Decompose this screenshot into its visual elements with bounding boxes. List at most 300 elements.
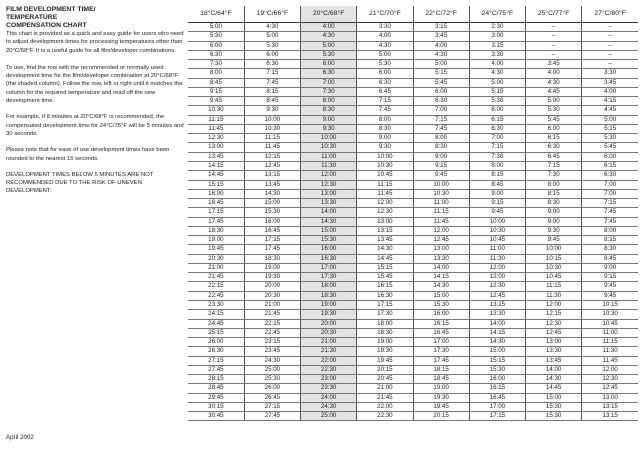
time-cell: 6:15 [526,134,582,143]
time-cell: 14:00 [301,208,357,217]
time-cell: 19:45 [357,356,413,365]
time-cell: 16:30 [301,254,357,263]
time-cell: 9:30 [244,106,300,115]
time-cell: 15:30 [526,412,582,421]
time-cell: 5:30 [244,41,300,50]
time-cell: 19:30 [301,310,357,319]
time-cell: 13:00 [526,338,582,347]
time-cell: 8:30 [301,106,357,115]
time-cell: 17:00 [469,402,525,411]
compensation-table [188,6,638,421]
time-cell: 14:15 [469,328,525,337]
time-cell: 9:00 [526,217,582,226]
time-cell: 10:30 [357,161,413,170]
time-cell: 23:00 [301,375,357,384]
time-cell: 14:00 [413,263,469,272]
time-cell: 8:30 [526,199,582,208]
time-cell: 10:30 [413,189,469,198]
table-body [188,23,638,421]
time-cell: 18:30 [244,254,300,263]
time-cell: 6:30 [244,60,300,69]
table-row [188,254,638,263]
time-cell: 24:00 [301,393,357,402]
time-cell: 24:15 [188,310,244,319]
time-cell: 9:45 [582,291,638,300]
time-cell: 12:00 [413,226,469,235]
time-cell: 23:15 [244,338,300,347]
time-cell: 16:45 [188,199,244,208]
time-cell: 5:00 [244,32,300,41]
time-cell: 21:00 [357,384,413,393]
time-cell: 19:30 [413,393,469,402]
time-cell: 13:15 [469,300,525,309]
time-cell: 10:30 [188,106,244,115]
time-cell: 4:30 [244,23,300,32]
time-cell: 11:30 [526,291,582,300]
time-cell: 15:15 [188,180,244,189]
time-cell: 12:45 [469,291,525,300]
time-cell: 26:45 [244,393,300,402]
time-cell: 10:30 [301,143,357,152]
table-row [188,41,638,50]
example-paragraph: For example, if 8 minutes at 20°C/68°F is recommended, the compensated development time for 24°C/75°F will be 5 minutes and 30 seconds. [6,114,184,137]
time-cell: 24:30 [301,402,357,411]
time-cell: 17:15 [469,412,525,421]
chart-title [6,6,187,30]
table-row [188,87,638,96]
time-cell: 4:30 [526,78,582,87]
instructions-panel [6,6,187,442]
time-cell: 6:00 [582,152,638,161]
time-cell: 27:45 [188,365,244,374]
time-cell: 16:45 [413,328,469,337]
time-cell: 11:00 [582,328,638,337]
time-cell: 17:15 [244,236,300,245]
time-cell: 18:00 [357,319,413,328]
time-cell: 18:30 [188,226,244,235]
time-cell: 3:45 [526,60,582,69]
time-cell: 15:00 [469,347,525,356]
time-cell: – [526,50,582,59]
time-cell: 4:15 [582,97,638,106]
time-cell: 13:45 [526,356,582,365]
table-row [188,375,638,384]
time-cell: 22:15 [244,319,300,328]
time-cell: 10:30 [469,226,525,235]
time-cell: 25:00 [244,365,300,374]
temperature-header: 21°C/70°F [357,6,413,23]
time-cell: – [582,50,638,59]
time-cell: 22:30 [357,412,413,421]
time-cell: 7:45 [582,217,638,226]
time-cell: 7:15 [244,69,300,78]
time-cell: 17:45 [413,356,469,365]
time-cell: 9:15 [188,87,244,96]
time-cell: 9:30 [526,226,582,235]
time-cell: 14:00 [526,365,582,374]
time-cell: 16:00 [244,217,300,226]
time-cell: 10:00 [469,217,525,226]
time-cell: 13:00 [582,393,638,402]
time-cell: 5:00 [582,115,638,124]
time-cell: 18:45 [413,375,469,384]
temperature-header: 20°C/68°F [301,6,357,23]
time-cell: 5:45 [413,78,469,87]
time-cell: 13:30 [413,254,469,263]
table-row [188,365,638,374]
temperature-header: 25°C/77°F [526,6,582,23]
time-cell: 17:15 [188,208,244,217]
time-cell: 9:45 [469,208,525,217]
title-line: TEMPERATURE [6,14,58,21]
time-cell: 22:15 [188,282,244,291]
time-cell: 4:00 [469,60,525,69]
temperature-header: 19°C/66°F [244,6,300,23]
time-cell: 10:00 [244,115,300,124]
table-row [188,152,638,161]
time-cell: 15:30 [301,236,357,245]
time-cell: 4:00 [526,69,582,78]
time-cell: 5:30 [526,106,582,115]
time-cell: 6:00 [244,50,300,59]
time-cell: 12:00 [582,365,638,374]
time-cell: 13:15 [357,226,413,235]
time-cell: 23:30 [188,300,244,309]
table-row [188,300,638,309]
time-cell: 5:30 [582,134,638,143]
time-cell: 21:30 [301,347,357,356]
time-cell: 8:00 [188,69,244,78]
time-cell: 22:45 [188,291,244,300]
time-cell: 12:00 [469,263,525,272]
time-cell: 23:45 [244,347,300,356]
time-cell: 11:00 [301,152,357,161]
time-cell: 23:30 [301,384,357,393]
time-cell: 30:15 [188,402,244,411]
time-cell: 5:15 [469,87,525,96]
time-cell: 6:00 [469,106,525,115]
time-cell: 24:30 [244,356,300,365]
time-cell: 15:30 [469,365,525,374]
time-cell: 9:00 [469,189,525,198]
time-cell: 6:30 [301,69,357,78]
time-cell: 8:00 [582,226,638,235]
table-row [188,402,638,411]
title-line: FILM DEVELOPMENT TIME/ [6,6,96,13]
time-cell: 10:00 [357,152,413,161]
time-cell: – [582,60,638,69]
time-cell: 12:00 [469,273,525,282]
time-cell: 7:00 [469,134,525,143]
time-cell: 18:00 [301,282,357,291]
time-cell: 19:00 [244,263,300,272]
date-label: April 2002 [6,434,34,441]
time-cell: 11:00 [413,199,469,208]
time-cell: 4:00 [301,23,357,32]
table-row [188,356,638,365]
time-cell: 7:30 [526,171,582,180]
time-cell: 7:00 [413,106,469,115]
time-cell: 11:15 [413,208,469,217]
time-cell: 7:15 [357,97,413,106]
time-cell: 5:45 [526,115,582,124]
time-cell: 9:00 [526,208,582,217]
time-cell: 17:45 [188,217,244,226]
time-cell: 14:30 [301,217,357,226]
time-cell: 10:00 [413,180,469,189]
time-cell: 5:30 [188,32,244,41]
temperature-header: 18°C/64°F [188,6,244,23]
time-cell: 7:15 [469,143,525,152]
time-cell: 14:15 [188,161,244,170]
time-cell: 11:30 [301,161,357,170]
time-cell: 20:30 [188,254,244,263]
time-cell: 10:30 [526,263,582,272]
table-row [188,189,638,198]
time-cell: – [582,32,638,41]
time-cell: 6:00 [301,60,357,69]
time-cell: 4:00 [413,41,469,50]
time-cell: 3:45 [413,32,469,41]
time-cell: 10:15 [526,254,582,263]
time-cell: 10:15 [582,300,638,309]
table-row [188,32,638,41]
time-cell: 11:15 [582,338,638,347]
time-cell: 14:45 [526,384,582,393]
time-cell: 5:15 [413,69,469,78]
time-cell: 13:45 [188,152,244,161]
time-cell: 18:15 [413,365,469,374]
time-cell: 22:00 [357,402,413,411]
table-row [188,50,638,59]
time-cell: 17:00 [413,338,469,347]
intro-paragraph: This chart is provided as a quick and easy guide for users who need to adjust development times for processing temperatures other than 20°C/68°F. It is a useful guide for all film/developer combinations. [6,31,184,54]
time-cell: 9:00 [301,115,357,124]
time-cell: 15:30 [413,300,469,309]
time-cell: 3:15 [469,41,525,50]
table-row [188,393,638,402]
time-cell: 16:15 [357,282,413,291]
time-cell: 20:30 [301,328,357,337]
time-cell: 9:45 [582,282,638,291]
time-cell: 13:30 [301,199,357,208]
time-cell: 6:00 [413,87,469,96]
time-cell: 6:30 [469,124,525,133]
time-cell: 11:15 [357,180,413,189]
time-cell: 5:00 [526,97,582,106]
time-cell: 8:30 [413,143,469,152]
time-cell: 21:00 [244,300,300,309]
time-cell: 5:00 [413,60,469,69]
time-cell: – [526,32,582,41]
time-cell: 18:30 [301,291,357,300]
table-row [188,412,638,421]
time-cell: 12:15 [526,310,582,319]
time-cell: 6:30 [582,171,638,180]
time-cell: 5:00 [188,23,244,32]
time-cell: 13:15 [244,171,300,180]
time-cell: 4:30 [469,69,525,78]
time-cell: 12:30 [188,134,244,143]
time-cell: 5:30 [469,97,525,106]
time-cell: 12:45 [582,384,638,393]
time-cell: 3:30 [469,50,525,59]
time-cell: 4:00 [582,87,638,96]
time-cell: 7:15 [526,161,582,170]
table-row [188,78,638,87]
time-cell: 26:00 [244,384,300,393]
time-cell: 4:45 [526,87,582,96]
time-cell: 22:00 [301,356,357,365]
time-cell: 5:15 [582,124,638,133]
time-cell: 10:00 [526,245,582,254]
time-cell: 13:00 [188,143,244,152]
time-cell: 11:00 [469,245,525,254]
time-cell: 11:45 [582,356,638,365]
time-cell: 21:00 [188,263,244,272]
table-row [188,310,638,319]
time-cell: 14:45 [357,254,413,263]
time-cell: 5:00 [301,41,357,50]
time-cell: 12:30 [526,319,582,328]
time-cell: 27:15 [188,356,244,365]
time-cell: 20:15 [357,365,413,374]
time-cell: 5:00 [357,50,413,59]
time-cell: 7:00 [582,180,638,189]
time-cell: 6:45 [526,152,582,161]
time-cell: 17:30 [301,273,357,282]
time-cell: 17:00 [301,263,357,272]
time-cell: 16:00 [188,189,244,198]
time-cell: 8:45 [188,78,244,87]
table-row [188,226,638,235]
time-cell: 7:15 [413,115,469,124]
table-row [188,124,638,133]
table-row [188,384,638,393]
time-cell: 6:30 [526,143,582,152]
time-cell: 4:00 [357,32,413,41]
time-cell: 3:30 [582,69,638,78]
time-cell: 13:15 [582,412,638,421]
time-cell: 21:45 [188,273,244,282]
time-cell: 10:30 [244,124,300,133]
time-cell: 7:30 [188,60,244,69]
time-cell: 17:15 [357,300,413,309]
time-cell: 8:30 [582,245,638,254]
time-cell: 19:00 [413,384,469,393]
temperature-header: 27°C/80°F [582,6,638,23]
time-cell: 6:00 [526,124,582,133]
time-cell: 14:30 [357,245,413,254]
temperature-header: 24°C/75°F [469,6,525,23]
time-cell: 16:15 [413,319,469,328]
time-cell: 10:30 [582,310,638,319]
time-cell: 4:30 [413,50,469,59]
time-cell: 10:45 [526,273,582,282]
time-cell: 7:15 [582,199,638,208]
time-cell: 16:30 [357,291,413,300]
table-row [188,161,638,170]
table-row [188,171,638,180]
time-cell: 14:00 [469,319,525,328]
time-cell: 4:45 [582,106,638,115]
time-cell: 24:45 [188,319,244,328]
time-cell: 9:15 [469,199,525,208]
time-cell: 17:45 [244,245,300,254]
time-cell: 14:30 [469,338,525,347]
time-cell: 19:00 [188,236,244,245]
table-row [188,106,638,115]
time-cell: 15:45 [357,273,413,282]
table-row [188,199,638,208]
time-cell: 17:30 [357,310,413,319]
time-cell: 14:30 [526,375,582,384]
table-row [188,347,638,356]
time-cell: 12:30 [469,282,525,291]
table-row [188,69,638,78]
time-cell: 10:45 [469,236,525,245]
table-row [188,236,638,245]
time-cell: 29:45 [188,393,244,402]
time-cell: 20:30 [244,291,300,300]
time-cell: 11:45 [188,124,244,133]
time-cell: 12:30 [582,375,638,384]
time-cell: 8:45 [469,180,525,189]
time-cell: 15:30 [526,402,582,411]
time-cell: 12:15 [244,152,300,161]
table-row [188,291,638,300]
time-cell: 11:45 [357,189,413,198]
time-cell: 28:15 [188,375,244,384]
time-cell: 8:45 [582,254,638,263]
time-cell: 6:30 [188,50,244,59]
time-cell: 13:15 [582,402,638,411]
time-cell: 12:00 [357,199,413,208]
time-cell: 2:30 [469,23,525,32]
time-cell: 6:30 [413,97,469,106]
time-cell: 9:30 [301,124,357,133]
table-row [188,134,638,143]
time-cell: 25:00 [301,412,357,421]
time-cell: 28:45 [188,384,244,393]
time-cell: 8:45 [244,97,300,106]
time-cell: 9:00 [413,152,469,161]
table-row [188,282,638,291]
header-row [188,6,638,23]
time-cell: 5:30 [357,60,413,69]
time-cell: 19:00 [357,338,413,347]
time-cell: 22:30 [301,365,357,374]
time-cell: – [526,23,582,32]
rounding-note: Please note that for ease of use development times have been rounded to the nearest 15 seconds. [6,147,170,162]
time-cell: 15:15 [357,263,413,272]
time-cell: 7:00 [582,189,638,198]
time-cell: 9:45 [526,236,582,245]
time-cell: – [582,23,638,32]
table-row [188,23,638,32]
time-cell: 12:00 [301,171,357,180]
time-cell: 16:45 [244,226,300,235]
time-cell: 12:45 [244,161,300,170]
table-row [188,319,638,328]
time-cell: 11:30 [582,347,638,356]
time-cell: 8:15 [244,87,300,96]
time-cell: 7:00 [301,78,357,87]
table-row [188,328,638,337]
time-cell: 9:00 [582,263,638,272]
time-cell: 15:00 [244,199,300,208]
time-cell: 6:00 [357,69,413,78]
